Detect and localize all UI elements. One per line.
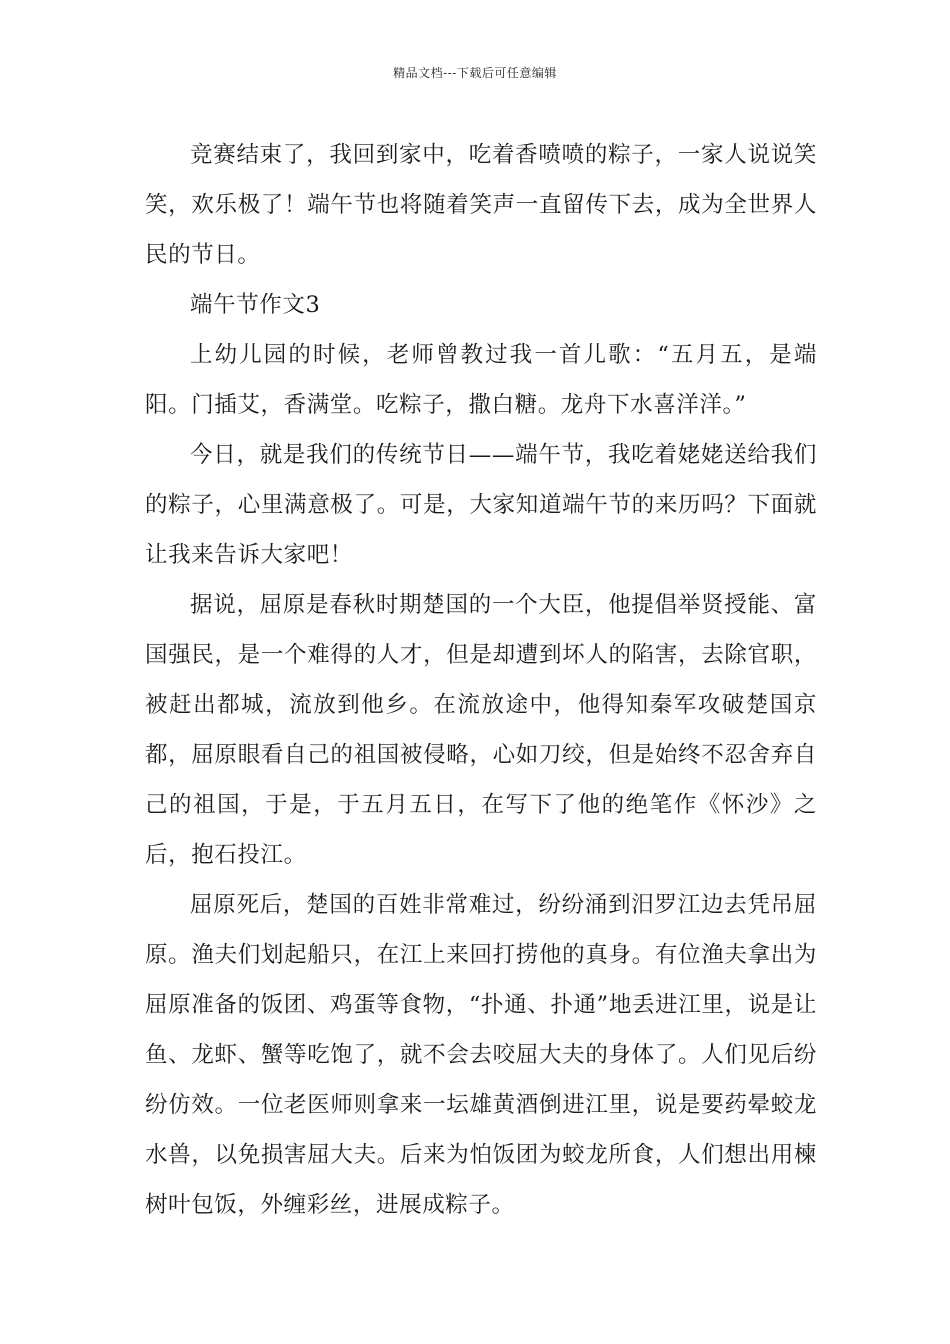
- paragraph-zongzi-origin: 屈原死后，楚国的百姓非常难过，纷纷涌到汨罗江边去凭吊屈原。渔夫们划起船只，在江上来回打捞他的真身。有位渔夫拿出为屈原准备的饭团、鸡蛋等食物，“扑通、扑通”地丢进江里，说是让鱼、龙虾、蟹等吃饱了，就不会去咬屈大夫的身体了。人们见后纷纷仿效。一位老医师则拿来一坛雄黄酒倒进江里，说是要药晕蛟龙水兽，以免损害屈大夫。后来为怕饭团为蛟龙所食，人们想出用楝树叶包饭，外缠彩丝，进展成粽子。: [145, 892, 817, 1218]
- paragraph-qu-yuan-story: 据说，屈原是春秋时期楚国的一个大臣，他提倡举贤授能、富国强民，是一个难得的人才，但是却遭到坏人的陷害，去除官职，被赶出都城，流放到他乡。在流放途中，他得知秦军攻破楚国京都，屈原眼看自己的祖国被侵略，心如刀绞，但是始终不忍舍弃自己的祖国，于是，于五月五日，在写下了他的绝笔作《怀沙》之后，抱石投江。: [145, 592, 817, 868]
- paragraph-kindergarten-song: 上幼儿园的时候，老师曾教过我一首儿歌：“五月五，是端阳。门插艾，香满堂。吃粽子，撒白糖。龙舟下水喜洋洋。”: [145, 342, 817, 418]
- page-header: 精品文档---下载后可任意编辑: [393, 66, 557, 80]
- paragraph-ending: 竞赛结束了，我回到家中，吃着香喷喷的粽子，一家人说说笑笑，欢乐极了！端午节也将随着笑声一直留传下去，成为全世界人民的节日。: [145, 142, 817, 268]
- section-heading: 端午节作文3: [190, 292, 321, 318]
- paragraph-today-festival: 今日，就是我们的传统节日——端午节，我吃着姥姥送给我们的粽子，心里满意极了。可是，大家知道端午节的来历吗？下面就让我来告诉大家吧！: [145, 442, 817, 568]
- document-body: [145, 130, 817, 1230]
